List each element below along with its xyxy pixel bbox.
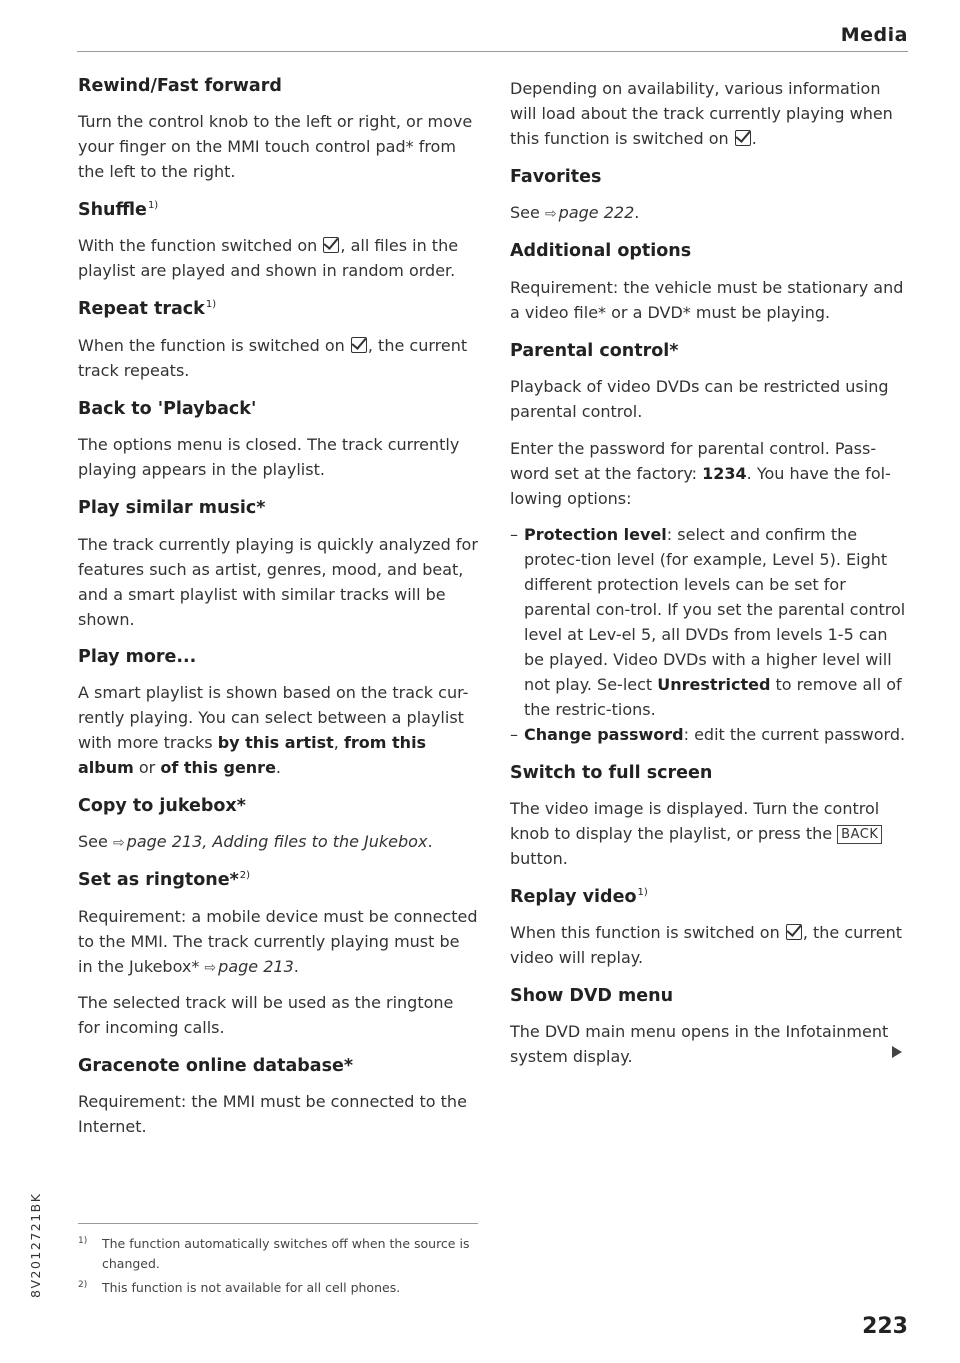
- document-code: 8V2012721BK: [28, 1192, 43, 1298]
- heading-parental-control: Parental control*: [510, 341, 679, 361]
- footnote-1: 1) The function automatically switches off when the source is changed.: [78, 1236, 470, 1271]
- footnote-ref: 2): [239, 870, 250, 881]
- page-ref-arrow-icon: ⇨: [544, 206, 557, 222]
- heading-set-as-ringtone: Set as ringtone*$^{2)}$: [78, 870, 250, 890]
- back-button-label: BACK: [837, 825, 882, 844]
- text-additional-options: Requirement: the vehicle must be stationary and a video file* or a DVD* must be playing.: [510, 278, 904, 322]
- footnote-2: 2) This function is not available for all cell phones.: [78, 1280, 401, 1295]
- checkbox-checked-icon: [323, 237, 339, 253]
- heading-rewind: Rewind/Fast forward: [78, 76, 282, 96]
- checkbox-checked-icon: [786, 924, 802, 940]
- footnote-divider: [78, 1223, 478, 1224]
- footnote-ref: 1): [637, 887, 648, 898]
- heading-show-dvd-menu: Show DVD menu: [510, 986, 674, 1006]
- page-reference-link[interactable]: page 213, Adding files to the Jukebox: [126, 832, 428, 851]
- text-track-info: Depending on availability, various information will load about the track currently playing when this function is switched on .: [510, 79, 893, 148]
- text-rewind: Turn the control knob to the left or right, or move your finger on the MMI touch control pad* from the left to the right.: [78, 112, 473, 181]
- text-shuffle: With the function switched on , all files in the playlist are played and shown in random order.: [78, 236, 459, 280]
- heading-play-more: Play more...: [78, 647, 197, 667]
- text-play-similar: The track currently playing is quickly analyzed for features such as artist, genres, mood, and beat, and a smart playlist with similar tracks will be shown.: [78, 535, 478, 629]
- heading-repeat-track: Repeat track$^{1)}$: [78, 299, 217, 319]
- page-reference-link[interactable]: page 213: [218, 957, 294, 976]
- heading-replay-video: Replay video$^{1)}$: [510, 887, 648, 907]
- text-gracenote: Requirement: the MMI must be connected to the Internet.: [78, 1092, 467, 1136]
- text-full-screen: The video image is displayed. Turn the control knob to display the playlist, or press the BACK button.: [510, 796, 910, 871]
- text-ringtone-usage: The selected track will be used as the ringtone for incoming calls.: [78, 993, 454, 1037]
- header-divider: [77, 51, 908, 52]
- footnote-ref: 1): [205, 299, 217, 310]
- list-item-protection-level: – Protection level: select and confirm the protec-tion level (for example, Level 5). Eight different protection levels can be set for parental con-trol. If you set the parental control level at Lev-el 5, all DVDs from levels 1-5 can be played. Video DVDs with a higher level will not play. Se-lect Unrestricted to remove all of the restric-tions.: [510, 525, 906, 719]
- text-replay-video: When this function is switched on , the current video will replay.: [510, 923, 903, 967]
- page-ref-arrow-icon: ⇨: [204, 960, 217, 976]
- heading-play-similar: Play similar music*: [78, 498, 266, 518]
- page-ref-arrow-icon: ⇨: [112, 835, 125, 851]
- heading-back-to-playback: Back to 'Playback': [78, 399, 257, 419]
- text-show-dvd-menu: The DVD main menu opens in the Infotainment system display.: [510, 1022, 889, 1066]
- text-copy-to-jukebox: See ⇨ page 213, Adding files to the Jukebox.: [78, 832, 433, 851]
- text-back-to-playback: The options menu is closed. The track currently playing appears in the playlist.: [78, 435, 460, 479]
- checkbox-checked-icon: [351, 337, 367, 353]
- page-number: 223: [862, 1314, 908, 1339]
- page-reference-link[interactable]: page 222: [558, 203, 635, 222]
- text-play-more: A smart playlist is shown based on the track cur-rently playing. You can select between a playlist with more tracks by this artist, from this album or of this genre.: [78, 683, 469, 777]
- text-parental-control: Playback of video DVDs can be restricted using parental control.: [510, 377, 889, 421]
- footnote-ref: 1): [147, 200, 159, 211]
- heading-gracenote: Gracenote online database*: [78, 1056, 354, 1076]
- text-repeat-track: When the function is switched on , the current track repeats.: [78, 336, 468, 380]
- heading-shuffle: Shuffle$^{1)}$: [78, 200, 159, 220]
- checkbox-checked-icon: [735, 130, 751, 146]
- text-set-as-ringtone: Requirement: a mobile device must be connected to the MMI. The track currently playing must be in the Jukebox* ⇨ page 213.: [78, 907, 478, 976]
- heading-additional-options: Additional options: [510, 241, 692, 261]
- heading-favorites: Favorites: [510, 167, 602, 187]
- list-item-change-password: – Change password: edit the current password.: [510, 725, 906, 744]
- section-title: Media: [840, 24, 908, 46]
- continue-arrow-icon: [892, 1046, 902, 1058]
- heading-full-screen: Switch to full screen: [510, 763, 713, 783]
- text-favorites: See ⇨ page 222.: [510, 203, 640, 222]
- text-parental-password: Enter the password for parental control. Pass-word set at the factory: 1234. You have the fol-lowing options:: [510, 439, 891, 508]
- heading-copy-to-jukebox: Copy to jukebox*: [78, 796, 246, 816]
